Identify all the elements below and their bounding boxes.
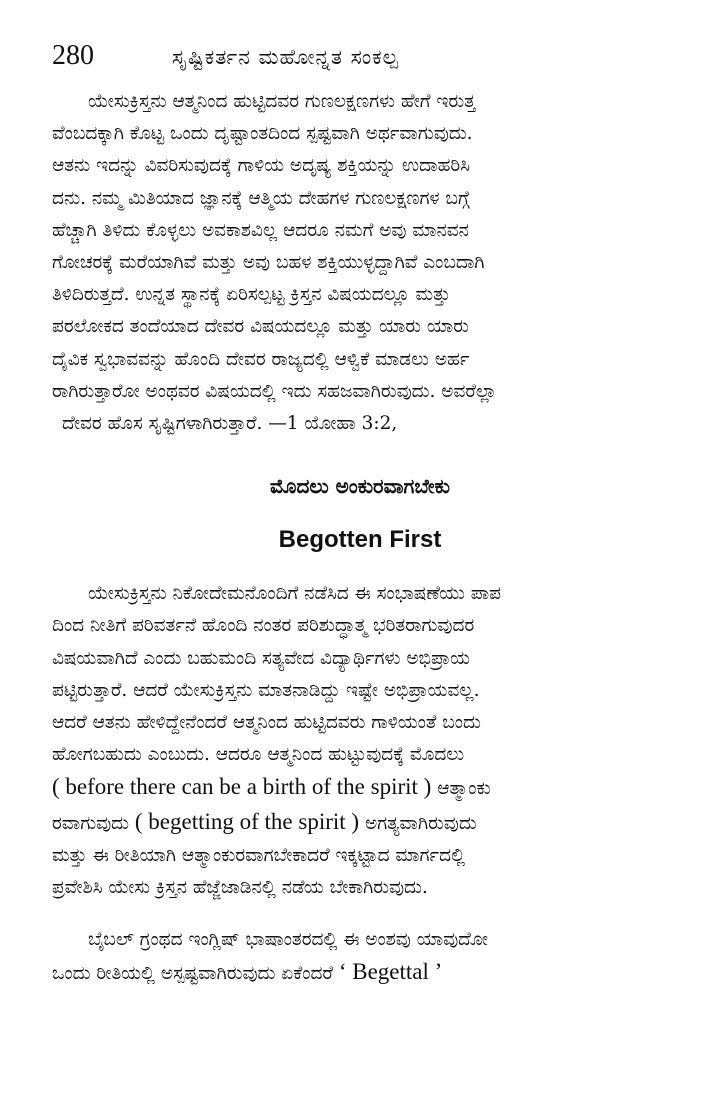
page-number: 280 — [52, 40, 94, 71]
text-line: ತಿಳಿದಿರುತ್ತದೆ. ಉನ್ನತ ಸ್ಥಾನಕ್ಕೆ ಏರಿಸಲ್ಪಟ್ಟ ಕ್ರಿಸ್ತನ ವಿಷಯದಲ್ಲೂ ಮತ್ತು — [52, 284, 451, 306]
mixed-text-line — [52, 956, 668, 990]
kannada-fragment: ಅಗತ್ಯವಾಗಿರುವುದು — [364, 812, 477, 834]
mixed-text-line — [52, 806, 668, 840]
paragraph-2 — [52, 578, 668, 904]
english-phrase: ( begetting of the spirit ) — [134, 808, 360, 834]
mixed-text-line — [52, 771, 668, 805]
text-line: ಹೋಗಬಹುದು ಎಂಬುದು. ಆದರೂ ಆತ್ಮನಿಂದ ಹುಟ್ಟುವುದಕ್ಕೆ ಮೊದಲು — [52, 744, 465, 766]
text-line: ರಾಗಿರುತ್ತಾರೋ ಅಂಥವರ ವಿಷಯದಲ್ಲಿ ಇದು ಸಹಜವಾಗಿರುವುದು. ಅವರೆಲ್ಲಾ — [52, 380, 497, 402]
paragraph-1 — [52, 86, 668, 440]
text-line: ಯೇಸುಕ್ರಿಸ್ತನು ನಿಕೋದೇಮನೊಂದಿಗೆ ನಡೆಸಿದ ಈ ಸಂಭಾಷಣೆಯು ಪಾಪ — [88, 583, 502, 605]
section-title-kannada: ಮೊದಲು ಅಂಕುರವಾಗಬೇಕು — [270, 474, 450, 499]
text-line: ದೈವಿಕ ಸ್ವಭಾವವನ್ನು ಹೊಂದಿ ದೇವರ ರಾಜ್ಯದಲ್ಲಿ ಆಳ್ವಿಕೆ ಮಾಡಲು ಅರ್ಹ — [52, 348, 470, 370]
text-line: ವೆಂಬದಕ್ಕಾಗಿ ಕೊಟ್ಟ ಒಂದು ದೃಷ್ಟಾಂತದಿಂದ ಸ್ಪಷ್ಟವಾಗಿ ಅರ್ಥವಾಗುವುದು. — [52, 123, 473, 145]
text-line: ಪಟ್ಟಿರುತ್ತಾರೆ. ಆದರೆ ಯೇಸುಕ್ರಿಸ್ತನು ಮಾತನಾಡಿದ್ದು ಇಷ್ಟೇ ಅಭಿಪ್ರಾಯವಲ್ಲ. — [52, 679, 480, 701]
text-line: ವಿಷಯವಾಗಿದೆ ಎಂದು ಬಹುಮಂದಿ ಸತ್ಯವೇದ ವಿದ್ಯಾರ್ಥಿಗಳು ಅಭಿಪ್ರಾಯ — [52, 647, 470, 669]
section-title-english: Begotten First — [278, 526, 442, 554]
kannada-fragment: ರವಾಗುವುದು — [52, 812, 129, 834]
text-line: ಹೆಚ್ಚಾಗಿ ತಿಳಿದು ಕೊಳ್ಳಲು ಅವಕಾಶವಿಲ್ಲ ಆದರೂ ನಮಗೆ ಅವು ಮಾನವನ — [52, 219, 469, 241]
text-line: ಯೇಸುಕ್ರಿಸ್ತನು ಆತ್ಮನಿಂದ ಹುಟ್ಟಿದವರ ಗುಣಲಕ್ಷಣಗಳು ಹೇಗೆ ಇರುತ್ತ — [88, 91, 476, 112]
english-phrase: ( before there can be a birth of the spirit ) — [52, 774, 432, 800]
kannada-fragment: ಆತ್ಮಾಂಕು — [437, 778, 491, 800]
text-line: ಆತನು ಇದನ್ನು ವಿವರಿಸುವುದಕ್ಕೆ ಗಾಳಿಯ ಅದೃಷ್ಯ ಶಕ್ತಿಯನ್ನು ಉದಾಹರಿಸಿ — [52, 155, 470, 177]
text-line: ಗೋಚರಕ್ಕೆ ಮರೆಯಾಗಿವೆ ಮತ್ತು ಅವು ಬಹಳ ಶಕ್ತಿಯುಳ್ಳದ್ದಾಗಿವೆ ಎಂಬದಾಗಿ — [52, 252, 485, 274]
text-line: ಬೈಬಲ್ ಗ್ರಂಥದ ಇಂಗ್ಲಿಷ್ ಭಾಷಾಂತರದಲ್ಲಿ ಈ ಅಂಶವು ಯಾವುದೋ — [88, 929, 488, 951]
kannada-fragment: ಒಂದು ರೀತಿಯಲ್ಲಿ ಅಸ್ಪಷ್ಟವಾಗಿರುವುದು ಏಕೆಂದರೆ — [52, 963, 333, 985]
paragraph-3 — [52, 924, 668, 990]
scripture-citation-line: ದೇವರ ಹೊಸ ಸೃಷ್ಟಿಗಳಾಗಿರುತ್ತಾರೆ. —1 ಯೋಹಾ 3:2, — [62, 413, 398, 435]
text-line: ದನು. ನಮ್ಮ ಮಿತಿಯಾದ ಜ್ಞಾನಕ್ಕೆ ಆತ್ಮಿಯ ದೇಹಗಳ ಗುಣಲಕ್ಷಣಗಳ ಬಗ್ಗೆ — [52, 187, 470, 209]
text-line: ದಿಂದ ನೀತಿಗೆ ಪರಿವರ್ತನೆ ಹೊಂದಿ ನಂತರ ಪರಿಶುದ್ಧಾತ್ಮ ಭರಿತರಾಗುವುದರ — [52, 615, 475, 637]
text-line: ಪ್ರವೇಶಿಸಿ ಯೇಸು ಕ್ರಿಸ್ತನ ಹೆಜ್ಜೆಜಾಡಿನಲ್ಲಿ ನಡೆಯ ಬೇಕಾಗಿರುವುದು. — [52, 877, 428, 899]
text-line: ಆದರೆ ಆತನು ಹೇಳಿದ್ದೇನೆಂದರೆ ಆತ್ಮನಿಂದ ಹುಟ್ಟಿದವರು ಗಾಳಿಯಂತೆ ಬಂದು — [52, 712, 481, 734]
page-header — [52, 40, 668, 86]
text-line: ಪರಲೋಕದ ತಂದೆಯಾದ ದೇವರ ವಿಷಯದಲ್ಲೂ ಮತ್ತು ಯಾರು ಯಾರು — [52, 316, 469, 338]
running-head: ಸೃಷ್ಟಿಕರ್ತನ ಮಹೋನ್ನತ ಸಂಕಲ್ಪ — [172, 45, 399, 69]
english-term: ‘ Begettal ’ — [338, 959, 443, 985]
text-line: ಮತ್ತು ಈ ರೀತಿಯಾಗಿ ಆತ್ಮಾಂಕುರವಾಗಬೇಕಾದರೆ ಇಕ್ಕಟ್ಟಾದ ಮಾರ್ಗದಲ್ಲಿ — [52, 844, 466, 866]
